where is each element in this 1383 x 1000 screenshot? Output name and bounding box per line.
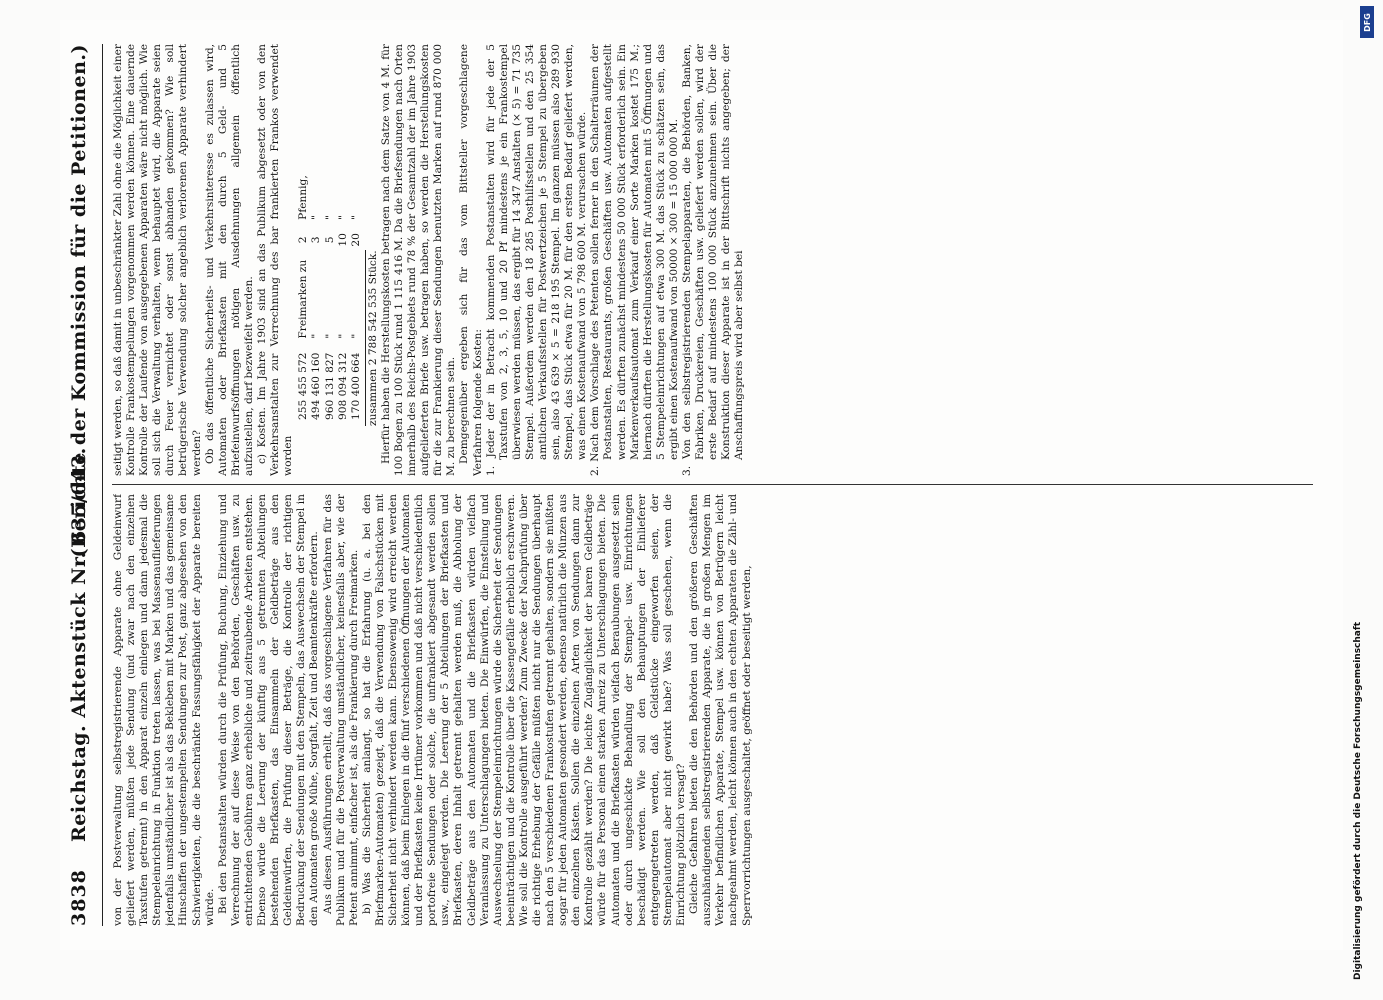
left-column: [112, 494, 1323, 926]
table-cell: Freimarken zu: [297, 259, 310, 339]
table-cell: 960 131 827: [323, 352, 336, 420]
table-cell: ": [323, 333, 336, 339]
right-column: [112, 44, 1323, 476]
header-rule: [102, 44, 103, 926]
table-cell: 908 094 312: [336, 352, 349, 420]
dfg-logo-icon: [1360, 6, 1374, 38]
table-cell: ": [323, 214, 336, 220]
table-cell: 20: [349, 233, 362, 247]
paragraph: Gleiche Gefahren bieten die den Behörden und den größeren Geschäften auszuhändigenden selbstregistrierenden Apparate, die in großen Mengen im Verkehr befindlichen Apparate, Stempel usw. können von Betrügern leicht nachgeahmt werden, leicht können auch in den echten Apparaten die Zähl- und Sperrvorrichtungen ausgeschaltet, geöffnet oder beseitigt werden,: [688, 494, 753, 926]
page-title: Reichstag. Aktenstück Nr. 635/643.: [68, 447, 90, 842]
column-divider: [112, 484, 1313, 485]
table-cell: 3: [310, 236, 323, 244]
paragraph: c) Kosten. Im Jahre 1903 sind an das Publikum abgesetzt oder von den Verkehrsanstalten zur Verrechnung des bar frankierten Frankos verwendet worden: [256, 44, 295, 476]
table-row: [324, 169, 337, 420]
paragraph: Ob das öffentliche Sicherheits- und Verkehrsinteresse es zulassen wird, Automaten oder Briefkasten mit den durch 5 Geld- und 5 Briefeinwurfsöffnungen nötigen Ausdehnungen allgemein öffentlich aufzustellen, darf bezweifelt werden.: [203, 44, 255, 476]
table-cell: ": [349, 333, 362, 339]
table-row: [350, 169, 363, 420]
paragraph: b) Was die Sicherheit anlangt, so hat die Erfahrung (u. a. bei den Briefmarken-Automaten) gezeigt, daß die Verwendung von Falschstücken mit Sicherheit nicht verhindert werden kann. Ebensowenig wird erreicht werden können, daß beim Einlegen in die fünf verschiedenen Öffnungen der Automaten und der Briefkasten keine Irrtümer vorkommen und daß nicht verschiedentlich portofreie Sendungen oder solche, die unfrankiert abgesandt werden sollen usw., eingelegt werden. Die Leerung der 5 Abteilungen der Briefkasten und Briefkasten, deren Inhalt getrennt gehalten werden muß, die Abholung der Geldbeträge aus den Automaten und die Briefkasten würden vielfach Veranlassung zu Unterschlagungen bieten. Die Einwürfen, die Einstellung und Auswechselung der Stempeleinrichtungen würde die Sicherheit der Sendungen beeinträchtigen und die Kontrolle über die Kassengefälle erheblich erschweren. Wie soll die Kontrolle ausgeführt werden? Zum Zwecke der Nachprüfung über die richtige Erhebung der Gefälle müßten nicht nur die Sendungen überhaupt nach den 5 verschiedenen Frankostufen getrennt gehalten, sondern sie müßten sogar für jeden Automaten gesondert werden, ebenso natürlich die Münzen aus den einzelnen Kästen. Sollen die einzelnen Arten von Sendungen dann zur Kontrolle gezählt werden? Die leichte Zugänglichkeit der baren Geldbeträge würde für das Personal einen starken Anreiz zu Unterschlagungen bieten. Die Automaten und die Briefkasten würden vielfach Beraubungen ausgesetzt sein oder durch ungeschickte Behandlung der Stempel- usw. Einrichtungen beschädigt werden. Wie soll den Behauptungen der Einlieferer entgegengetreten werden, daß Geldstücke eingeworfen seien, der Stempelautomat aber nicht gewirkt habe? Was soll geschehen, wenn die Einrichtung plötzlich versagt?: [360, 494, 688, 926]
paragraph: Bei den Postanstalten würden durch die Prüfung, Buchung, Einziehung und Verrechnung der auf diese Weise von den Behörden, Geschäften usw. zu entrichtenden Gebühren ganz erhebliche und zeitraubende Arbeiten entstehen. Ebenso würde die Leerung der künftig aus 5 getrennten Abteilungen bestehenden Briefkasten, das Einsammeln der Geldbeträge aus den Geldeinwürfen, die Prüfung dieser Beträge, die Kontrolle der richtigen Bedruckung der Sendungen mit den Stempeln, das Auswechseln der Stempel in den Automaten große Mühe, Sorgfalt, Zeit und Beamtenkräfte erfordern.: [216, 494, 321, 926]
table-row: [310, 169, 323, 420]
paragraph: von der Postverwaltung selbstregistrierende Apparate ohne Geldeinwurf geliefert werden, müßten jede Sendung (und zwar nach den einzelnen Taxstufen getrennt) in den Apparat einzeln einlegen und dann jedesmal die Stempeleinrichtung in Funktion treten lassen, was bei Massenauflieferungen jedenfalls umständlicher ist als das Bekleben mit Marken und das gemeinsame Hinschaffen der ungestempelten Sendungen zur Post, ganz abgesehen von den Schwierigkeiten, die die beschränkte Fassungsfähigkeit der Apparate bereiten würde.: [112, 494, 216, 926]
table-cell: 10: [336, 233, 349, 247]
table-row: [297, 169, 310, 420]
table-row: [337, 169, 350, 420]
stamp-table: [297, 169, 362, 420]
table-cell: Pfennig,: [297, 175, 310, 220]
digitization-sidebar: [1349, 0, 1373, 1000]
table-cell: 255 455 572: [297, 352, 310, 420]
dfg-badge-label: DFG: [1362, 12, 1372, 32]
table-cell: ": [349, 214, 362, 220]
page-header: [60, 44, 100, 926]
table-cell: 170 400 664: [349, 352, 362, 420]
paragraph: seitigt werden, so daß damit in unbeschränkter Zahl ohne die Möglichkeit einer Kontrolle Frankostempelungen vorgenommen werden können. Eine dauernde Kontrolle der Laufende von ausgegebenen Apparaten wäre nicht möglich. Wie soll sich die Verwaltung verhalten, wenn behauptet wird, die Apparate seien durch Feuer vernichtet oder sonst abhanden gekommen? Wie soll betrügerische Verwendung solcher angeblich verlorenen Apparate verhindert werden?: [112, 44, 203, 476]
table-cell: 2: [297, 236, 310, 244]
page-subtitle: (Berichte der Kommission für die Petitionen.): [68, 44, 90, 558]
numbered-item: 3. Von den selbstregistrierenden Stempelapparaten, die Behörden, Banken, Fabriken, Druckereien, Geschäften usw. geliefert werden sollen, wird der erste Bedarf auf mindestens 100 000 Stück anzunehmen sein. Über die Konstruktion dieser Apparate ist in der Bittschrift nichts angegeben; der Anschaffungspreis wird aber selbst bei: [681, 44, 746, 476]
table-cell: ": [336, 214, 349, 220]
document-page: [60, 20, 1343, 950]
numbered-item: 2. Nach dem Vorschlage des Petenten sollen ferner in den Schalterräumen der Postanstalten, Restaurants, großen Geschäften usw. Automaten aufgestellt werden. Es dürften zunächst mindestens 50 000 Stück erforderlich sein. Ein Markenverkaufsautomat zum Verkauf einer Sorte Marken kostet 175 M.; hiernach dürften die Herstellungskosten für Automaten mit 5 Öffnungen und 5 Stempeleinrichtungen auf etwa 300 M. das Stück zu schätzen sein, das ergibt einen Kostenaufwand von 50000 × 300 = 15 000 000 M.: [589, 44, 680, 476]
paragraph: Hierfür haben die Herstellungskosten betragen nach dem Satze von 4 M. für 100 Bogen zu 100 Stück rund 1 115 416 M. Da die Briefsendungen nach Orten innerhalb des Reichs-Postgebiets rund 78 % der Gesamtzahl der im Jahre 1903 aufgelieferten Briefe usw. betragen haben, so werden die Herstellungskosten für die zur Frankierung dieser Sendungen benutzten Marken auf rund 870 000 M. zu berechnen sein.: [379, 44, 458, 476]
numbered-item: 1. Jeder der in Betracht kommenden Postanstalten wird für jede der 5 Taxstufen von 2, 3, 5, 10 und 20 Pf mindestens je ein Frankostempel überwiesen werden müssen, das ergibt für 14 347 Anstalten (× 5) = 71 735 Stempel. Außerdem werden den 18 285 Posthilfsstellen und den 25 354 amtlichen Verkaufsstellen für Postwertzeichen je 5 Stempel zu übergeben sein, also 43 639 × 5 = 218 195 Stempel. Im ganzen müssen also 289 930 Stempel, das Stück etwa für 20 M. für den ersten Bedarf geliefert werden, was einen Kostenaufwand von 5 798 600 M. verursachen würde.: [484, 44, 589, 476]
table-cell: ": [310, 214, 323, 220]
table-cell: ": [310, 333, 323, 339]
digitization-credit: Digitalisierung gefördert durch die Deutsche Forschungsgemeinschaft: [1353, 621, 1363, 980]
table-sum: zusammen 2 788 542 535 Stück.: [366, 250, 379, 426]
table-cell: 5: [323, 236, 336, 244]
paragraph: Aus diesen Ausführungen erhellt, daß das vorgeschlagene Verfahren für das Publikum und für die Postverwaltung umständlicher, keinesfalls aber, wie der Petent annimmt, einfacher ist, als die Frankierung durch Freimarken.: [321, 494, 360, 926]
paragraph: Demgegenüber ergeben sich für das vom Bittsteller vorgeschlagene Verfahren folgende Kosten:: [458, 44, 484, 476]
table-cell: 494 460 160: [310, 352, 323, 420]
table-cell: ": [336, 333, 349, 339]
page-number: 3838: [68, 869, 90, 926]
